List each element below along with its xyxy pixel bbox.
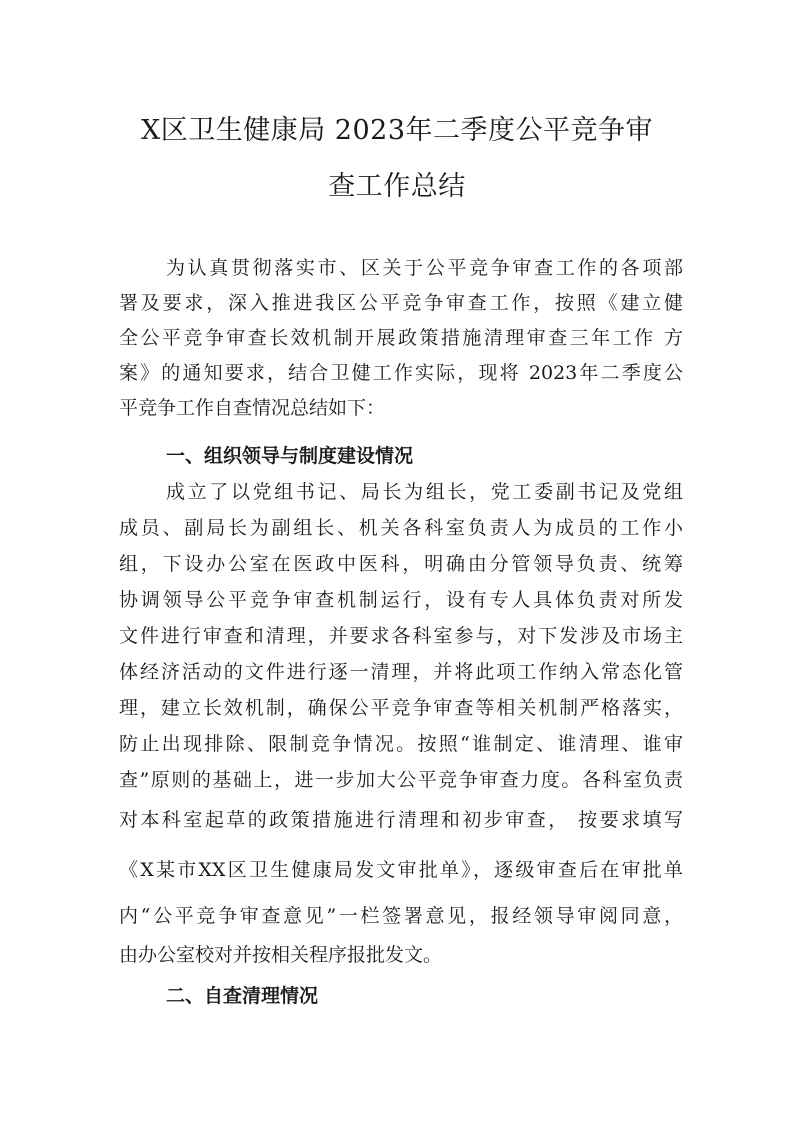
body-line: 成立了以党组书记、局长为组长，党工委副书记及党组 — [166, 481, 683, 503]
body-line: 查”原则的基础上，进一步加大公平竞争审查力度。各科室负责 — [119, 769, 683, 791]
body-line: 《X某市XX区卫生健康局发文审批单》，逐级审查后在审批单 — [119, 859, 683, 881]
intro-line: 署及要求，深入推进我区公平竞争审查工作，按照《建立健 — [119, 292, 683, 314]
intro-line: 平竞争工作自查情况总结如下： — [119, 397, 386, 419]
body-line: 防止出现排除、限制竞争情况。按照“谁制定、谁清理、谁审 — [119, 733, 683, 755]
body-line: 理，建立长效机制，确保公平竞争审查等相关机制严格落实， — [119, 697, 683, 719]
body-line: 成员、副局长为副组长、机关各科室负责人为成员的工作小 — [119, 517, 683, 539]
document-title-line-1: X区卫生健康局 2023年二季度公平竞争审 — [140, 115, 654, 146]
section-heading: 一、组织领导与制度建设情况 — [166, 445, 414, 467]
body-line: 体经济活动的文件进行逐一清理，并将此项工作纳入常态化管 — [119, 661, 683, 683]
intro-line: 案》的通知要求，结合卫健工作实际，现将 2023年二季度公 — [119, 362, 683, 384]
section-heading: 二、自查清理情况 — [166, 985, 319, 1007]
body-line: 由办公室校对并按相关程序报批发文。 — [119, 944, 443, 966]
body-line: 文件进行审查和清理，并要求各科室参与，对下发涉及市场主 — [119, 625, 683, 647]
body-line: 内“公平竞争审查意见”一栏签署意见，报经领导审阅同意， — [119, 905, 683, 927]
intro-line: 全公平竞争审查长效机制开展政策措施清理审查三年工作 方 — [119, 327, 683, 349]
document-title-line-2: 查工作总结 — [328, 171, 466, 202]
intro-line: 为认真贯彻落实市、区关于公平竞争审查工作的各项部 — [166, 257, 683, 279]
body-line: 对本科室起草的政策措施进行清理和初步审查， 按要求填写 — [119, 809, 683, 831]
body-line: 组，下设办公室在医政中医科，明确由分管领导负责、统筹 — [119, 553, 683, 575]
body-line: 协调领导公平竞争审查机制运行，设有专人具体负责对所发 — [119, 589, 683, 611]
